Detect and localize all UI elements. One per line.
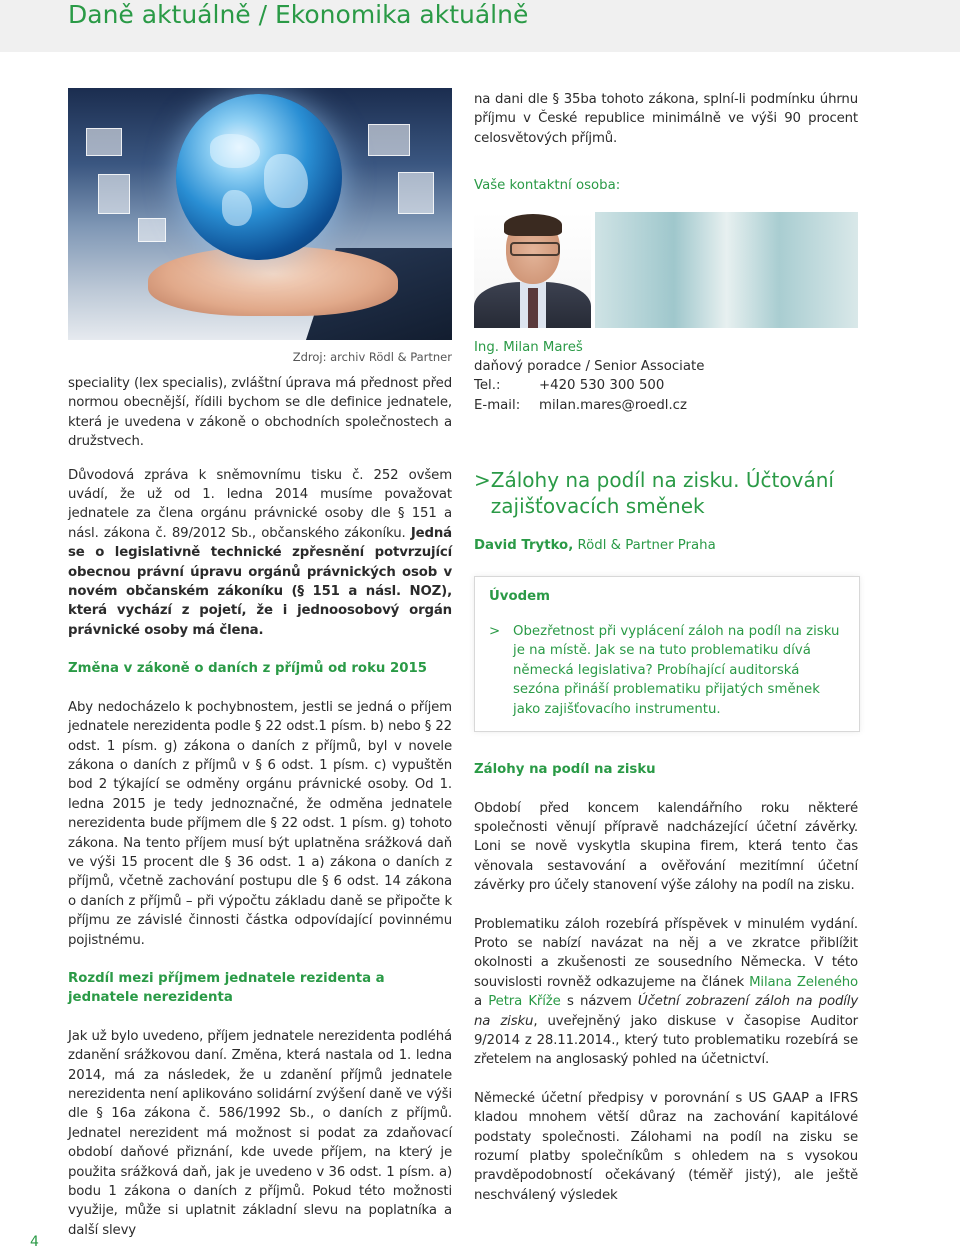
paragraph: Jak už bylo uvedeno, příjem jednatele nerezidenta podléhá zdanění srážkovou daní. Změna, která nastala od 1. ledna 2014, má za následek, že u zdanění příjmů jednatele nerezidenta není aplikováno solidární zvýšení daně ve výši dle § 16a zákona č. 586/1992 Sb., o daních z příjmů. Jednatel nerezident má možnost si podat za zdaňovací období daňové přiznání, kde uvede příjem, na který je použita srážková daň, jak je uvedeno v 36 odst. 1 písm. a) bodu 1 zákona o daních z příjmů. Pokud této možnosti využije, může si uplatnit základní slevu na poplatníka a další slevy [68, 1028, 452, 1238]
author-link: Milana Zeleného [749, 974, 858, 990]
paragraph-text: Problematiku záloh rozebírá příspěvek v minulém vydání. Proto se nabízí navázat na něj a ve zkratce přiblížit okolnosti a zkušenosti ze sousedního Německa. V této souvislosti rovněž odkazujeme na článek [474, 916, 858, 990]
paragraph: Německé účetní předpisy v porovnání s US GAAP a IFRS kladou mnohem větší důraz na zachování kapitálové podstaty společnosti. Zálohami na podíl na zisku se rozumí platby společníkům s ohledem na s vysokou pravděpodobností očekávaný (téměř jistý), ale ještě neschválený výsledek [474, 1090, 858, 1203]
tel-value[interactable]: +420 530 300 500 [539, 378, 665, 394]
floating-panel [98, 174, 130, 214]
section-heading: Změna v zákoně o daních z příjmů od roku 2015 [68, 661, 428, 677]
section-heading: Zálohy na podíl na zisku [474, 762, 656, 778]
paragraph: Období před koncem kalendářního roku některé společnosti věnují přípravě nadcházející účetní závěrky. Loni se nově vyskytla skupina firem, která tento čas věnovala sestavování a ověřování mezitímní účetní závěrky pro účely stanovení výše zálohy na podíl na zisku. [474, 800, 858, 894]
paragraph: na dani dle § 35ba tohoto zákona, splní-li podmínku úhrnu příjmu v České republice minimálně ve výši 90 procent celosvětových příjmů. [474, 92, 858, 146]
contact-photos [474, 212, 858, 328]
floating-panel [368, 124, 410, 156]
contact-details [474, 376, 858, 415]
contact-name: Ing. Milan Mareš [474, 339, 583, 355]
paragraph: speciality (lex specialis), zvláštní úprava má přednost před normou obecnější, řídili bychom se dle definice jednatele, která je uvedena v zákoně o obchodních společnostech a družstvech. [68, 376, 452, 450]
paragraph-text: , uveřejněný jako diskuse v časopise Auditor 9/2014 z 28.11.2014., který tuto problematiku rozebírá se zřetelem na anglosaský pohled na účetnictví. [474, 1013, 858, 1068]
globe-icon [176, 94, 342, 260]
email-link[interactable]: milan.mares@roedl.cz [539, 397, 687, 413]
intro-item [489, 622, 845, 719]
paragraph-text: s názvem [566, 994, 632, 1010]
author-name: David Trytko, [474, 538, 574, 554]
section-heading: Rozdíl mezi příjmem jednatele rezidenta a jednatele nerezidenta [68, 970, 385, 1006]
intro-heading: Úvodem [489, 588, 550, 604]
paragraph [474, 915, 858, 1070]
article-title-text: Zálohy na podíl na zisku. Účtování zajišťovacích směnek [490, 468, 834, 519]
paragraph [68, 466, 452, 641]
article-reference: Účetní zobrazení záloh na podíly na zisku [474, 994, 859, 1029]
contact-card [474, 338, 858, 416]
floating-panel [86, 128, 122, 156]
globe-hand-image [68, 88, 452, 340]
email-label: E-mail: [474, 397, 521, 413]
right-column [474, 90, 858, 1205]
office-background-image [595, 212, 858, 328]
page-header [0, 0, 960, 52]
image-caption: Zdroj: archiv Rödl & Partner [292, 350, 452, 364]
contact-heading: Vaše kontaktní osoba: [474, 178, 621, 194]
paragraph: Aby nedocházelo k pochybnostem, jestli se jedná o příjem jednatele nerezidenta podle § 22 odst.1 písm. b) nebo § 22 odst. 1 písm. g) zákona o daních z příjmů, byl v novele zákona o daních z příjmů v § 6 odst. 1 písm. c) vypuštěn bod 2 týkající se odměny orgánu právnické osoby. Od 1. ledna 2015 je tedy jednoznačné, že odměna jednatele nerezidenta bude příjmem dle § 22 odst. 1 písm. g) tohoto zákona. Na tento příjem musí být uplatněna srážková daň ve výši 15 procent dle § 36 odst. 1 a) zákona o daních z příjmů, včetně zachování postupu dle § 6 odst. 14 zákona o daních z příjmů – při výpočtu základu daně se připočte k příjmu ze závislé činnosti částka odpovídající povinnému pojistnému. [68, 699, 452, 948]
chevron-right-icon: > [474, 468, 491, 493]
page-title: Daně aktuálně / Ekonomika aktuálně [68, 0, 529, 29]
author-org: Rödl & Partner Praha [577, 538, 716, 554]
left-column [68, 88, 452, 1240]
article-title [474, 467, 858, 519]
page-number: 4 [30, 1234, 39, 1250]
author-line [474, 536, 858, 555]
intro-box [474, 576, 860, 732]
chevron-right-icon: > [489, 624, 501, 640]
floating-panel [138, 218, 166, 242]
contact-role: daňový poradce / Senior Associate [474, 359, 705, 375]
paragraph-text: a [474, 994, 482, 1010]
floating-panel [398, 172, 434, 214]
intro-text: Obezřetnost při vyplácení záloh na podíl na zisku je na místě. Jak se na tuto problematiku dívá německá legislativa? Probíhající auditorská sezóna přináší problematiku přijatých směnek jako zajišťovacího instrumentu. [513, 624, 840, 717]
paragraph-bold-text: Jedná se o legislativně technické zpřesnění potvrzující obecnou právní úpravu orgánů právnických osob v novém občanském zákoníku (§ 151 a násl. NOZ), která vychází z pojetí, že i jednoosobový orgán právnické osoby má člena. [68, 525, 452, 638]
paragraph-text: Důvodová zpráva k sněmovnímu tisku č. 252 ovšem uvádí, že už od 1. ledna 2014 musíme považovat jednatele za člena orgánu právnické osoby dle § 151 a násl. zákona č. 89/2012 Sb., občanského zákoníku. [68, 467, 452, 541]
tel-label: Tel.: [474, 378, 501, 394]
contact-portrait [474, 212, 591, 328]
author-link: Petra Kříže [488, 994, 561, 1010]
